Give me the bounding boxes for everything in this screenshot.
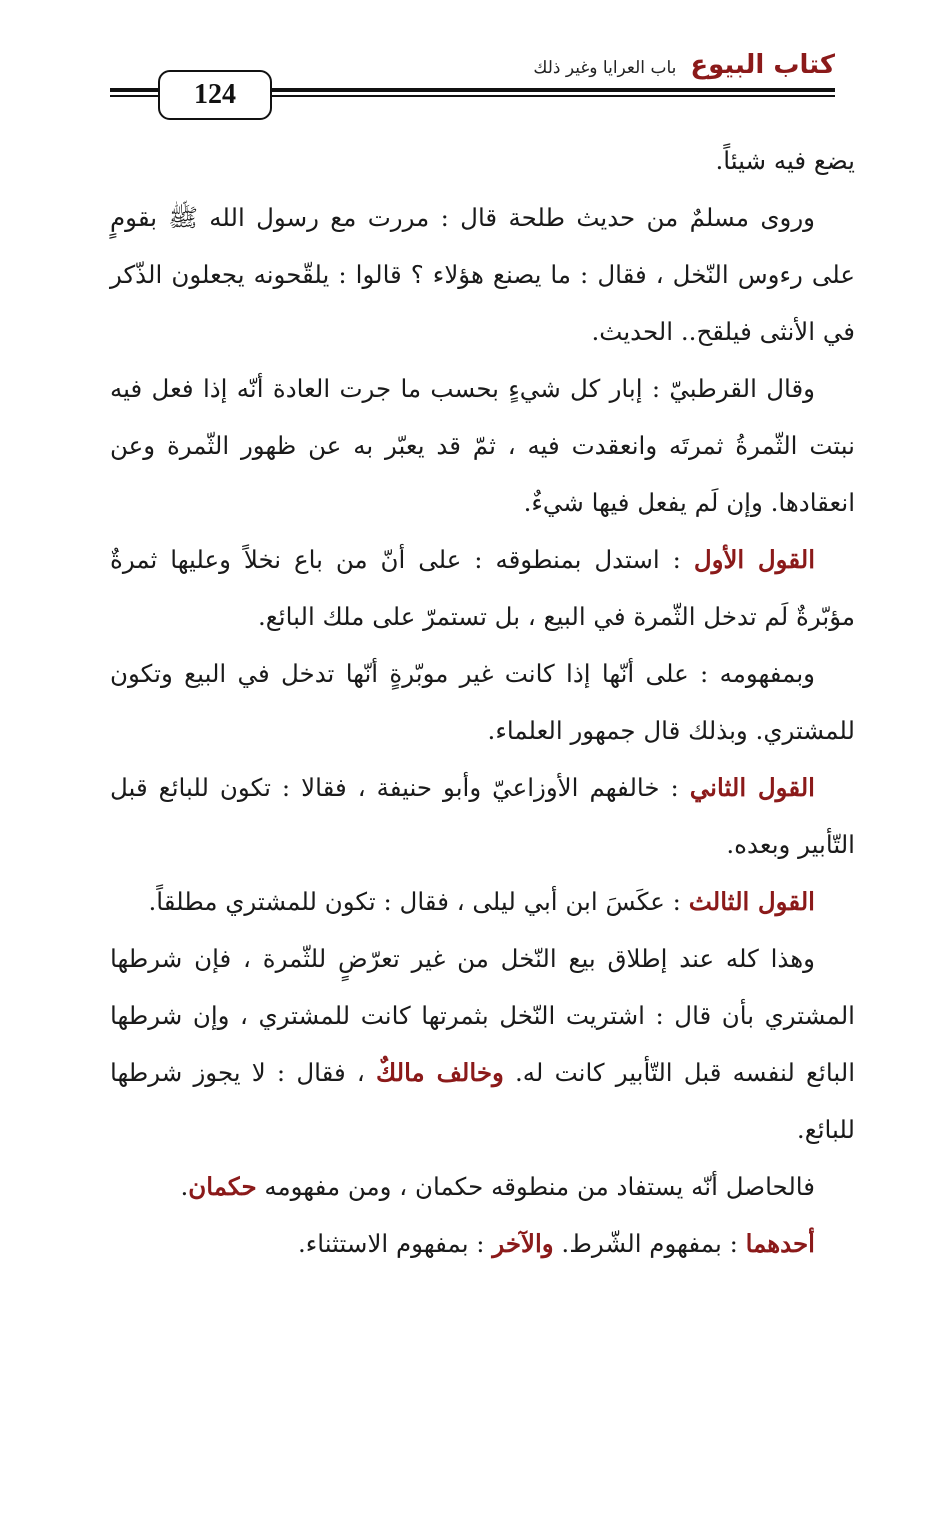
highlighted-term: القول الثاني [689,773,815,802]
highlighted-term: وخالف مالكٌ [375,1058,504,1087]
highlighted-term: حكمان [188,1172,257,1201]
paragraph-text: وبمفهومه : على أنّها إذا كانت غير موبّرةٍ أنّها تدخل في البيع وتكون للمشتري. وبذلك قال جمهور العلماء. [110,659,855,745]
header-titles [533,50,835,80]
paragraph-text: : بمفهوم الاستثناء. [297,1229,493,1258]
chapter-title: باب العرايا وغير ذلك [533,58,677,78]
highlighted-term: أحدهما [745,1229,815,1258]
paragraph [110,1158,855,1215]
paragraph [110,645,855,759]
paragraph-text: : استدل بمنطوقه : على أنّ من باع نخلاً وعليها ثمرةٌ مؤبّرةٌ لَم تدخل الثّمرة في البيع ، بل تستمرّ على ملك البائع. [110,545,855,631]
paragraph-text: وهذا كله عند إطلاق بيع النّخل من غير تعرّضٍ للثّمرة ، فإن شرطها المشتري بأن قال : اشتريت النّخل بثمرتها كانت للمشتري ، وإن شرطها البائع لنفسه قبل التّأبير كانت له. [110,944,855,1087]
book-title: كتاب البيوع [690,50,835,80]
highlighted-term: القول الثالث [688,887,815,916]
paragraph [110,189,855,360]
paragraph [110,132,855,189]
paragraph-text: وروى مسلمٌ من حديث طلحة قال : مررت مع رسول الله ﷺ بقومٍ على رءوس النّخل ، فقال : ما يصنع هؤلاء ؟ قالوا : يلقّحونه يجعلون الذّكر في الأنثى فيلقح.. الحديث. [110,203,855,346]
paragraph-text: وقال القرطبيّ : إبار كل شيءٍ بحسب ما جرت العادة أنّه إذا فعل فيه نبتت الثّمرةُ ثمرتَه وانعقدت فيه ، ثمّ قد يعبّر به عن ظهور الثّمرة وعن انعقادها. وإن لَم يفعل فيها شيءٌ. [110,374,855,517]
paragraph-text: ، فقال : لا يجوز شرطها للبائع. [110,1058,855,1144]
highlighted-term: القول الأول [693,545,815,574]
paragraph-text: يضع فيه شيئاً. [715,146,855,175]
paragraph [110,360,855,531]
paragraph-text: : خالفهم الأوزاعيّ وأبو حنيفة ، فقالا : تكون للبائع قبل التّأبير وبعده. [110,773,855,859]
paragraph [110,1215,855,1272]
paragraph-text: : بمفهوم الشّرط. [553,1229,746,1258]
page-number: 124 [158,70,272,120]
highlighted-term: والآخر [492,1229,554,1258]
paragraph [110,531,855,645]
paragraph-text: فالحاصل أنّه يستفاد من منطوقه حكمان ، ومن مفهومه [256,1172,815,1201]
paragraph [110,930,855,1158]
page-body [110,132,855,1272]
paragraph-text: : عكَسَ ابن أبي ليلى ، فقال : تكون للمشتري مطلقاً. [148,887,689,916]
page-header [110,40,835,130]
paragraph [110,873,855,930]
paragraph-text: . [180,1172,189,1201]
paragraph [110,759,855,873]
